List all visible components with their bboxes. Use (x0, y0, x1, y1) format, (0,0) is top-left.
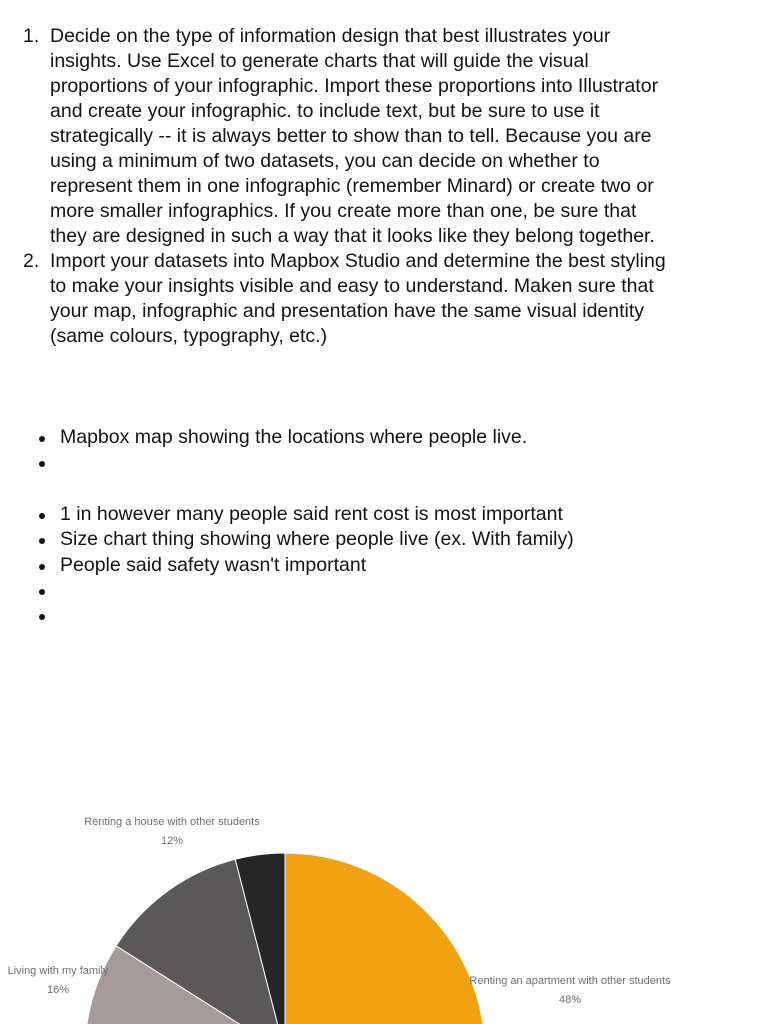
slice-pct-house: 12% (160, 835, 184, 847)
item-text-line: and create your infographic. to include text, but be sure to use it (50, 100, 600, 122)
bullet-item (60, 450, 760, 475)
item-text-line: to make your insights visible and easy to understand. Maken sure that (50, 275, 654, 297)
slice-label-family: Living with my family (7, 965, 109, 977)
slice-label-apartment: Renting an apartment with other students (469, 975, 671, 987)
item-text-line: represent them in one infographic (remember Minard) or create two or (50, 175, 654, 197)
item-text-line: they are designed in such a way that it looks like they belong together. (50, 225, 655, 247)
item-number: 1. (23, 25, 40, 47)
bullet-list-map (0, 425, 760, 476)
item-text-line: your map, infographic and presentation have the same visual identity (50, 300, 645, 322)
bullet-item: Mapbox map showing the locations where people live. (60, 425, 760, 450)
slice-pct-family: 16% (46, 984, 70, 996)
item-text-line: (same colours, typography, etc.) (50, 325, 328, 347)
instructions-list (0, 24, 768, 349)
bullet-item: Size chart thing showing where people live (ex. With family) (60, 527, 760, 552)
numbered-item (23, 249, 768, 349)
item-text-line: using a minimum of two datasets, you can decide on whether to (50, 150, 600, 172)
bullet-item: People said safety wasn't important (60, 553, 760, 578)
item-text-line: insights. Use Excel to generate charts that will guide the visual (50, 50, 589, 72)
pie-slice (285, 853, 485, 1024)
item-text-line: Decide on the type of information design that best illustrates your (50, 25, 611, 47)
item-text-line: more smaller infographics. If you create more than one, be sure that (50, 200, 637, 222)
item-text-line: proportions of your infographic. Import these proportions into Illustrator (50, 75, 659, 97)
slice-pct-apartment: 48% (558, 994, 582, 1006)
pie-chart (0, 800, 768, 1024)
numbered-item (23, 24, 768, 249)
item-text-line: Import your datasets into Mapbox Studio and determine the best styling (50, 250, 666, 272)
bullet-item (60, 578, 760, 603)
item-text-line: strategically -- it is always better to show than to tell. Because you are (50, 125, 652, 147)
bullet-list-insights (0, 502, 760, 628)
bullet-item: 1 in however many people said rent cost is most important (60, 502, 760, 527)
pie-chart-svg (0, 800, 768, 1024)
item-number: 2. (23, 250, 40, 272)
slice-label-house: Renting a house with other students (84, 816, 260, 828)
bullet-item (60, 603, 760, 628)
